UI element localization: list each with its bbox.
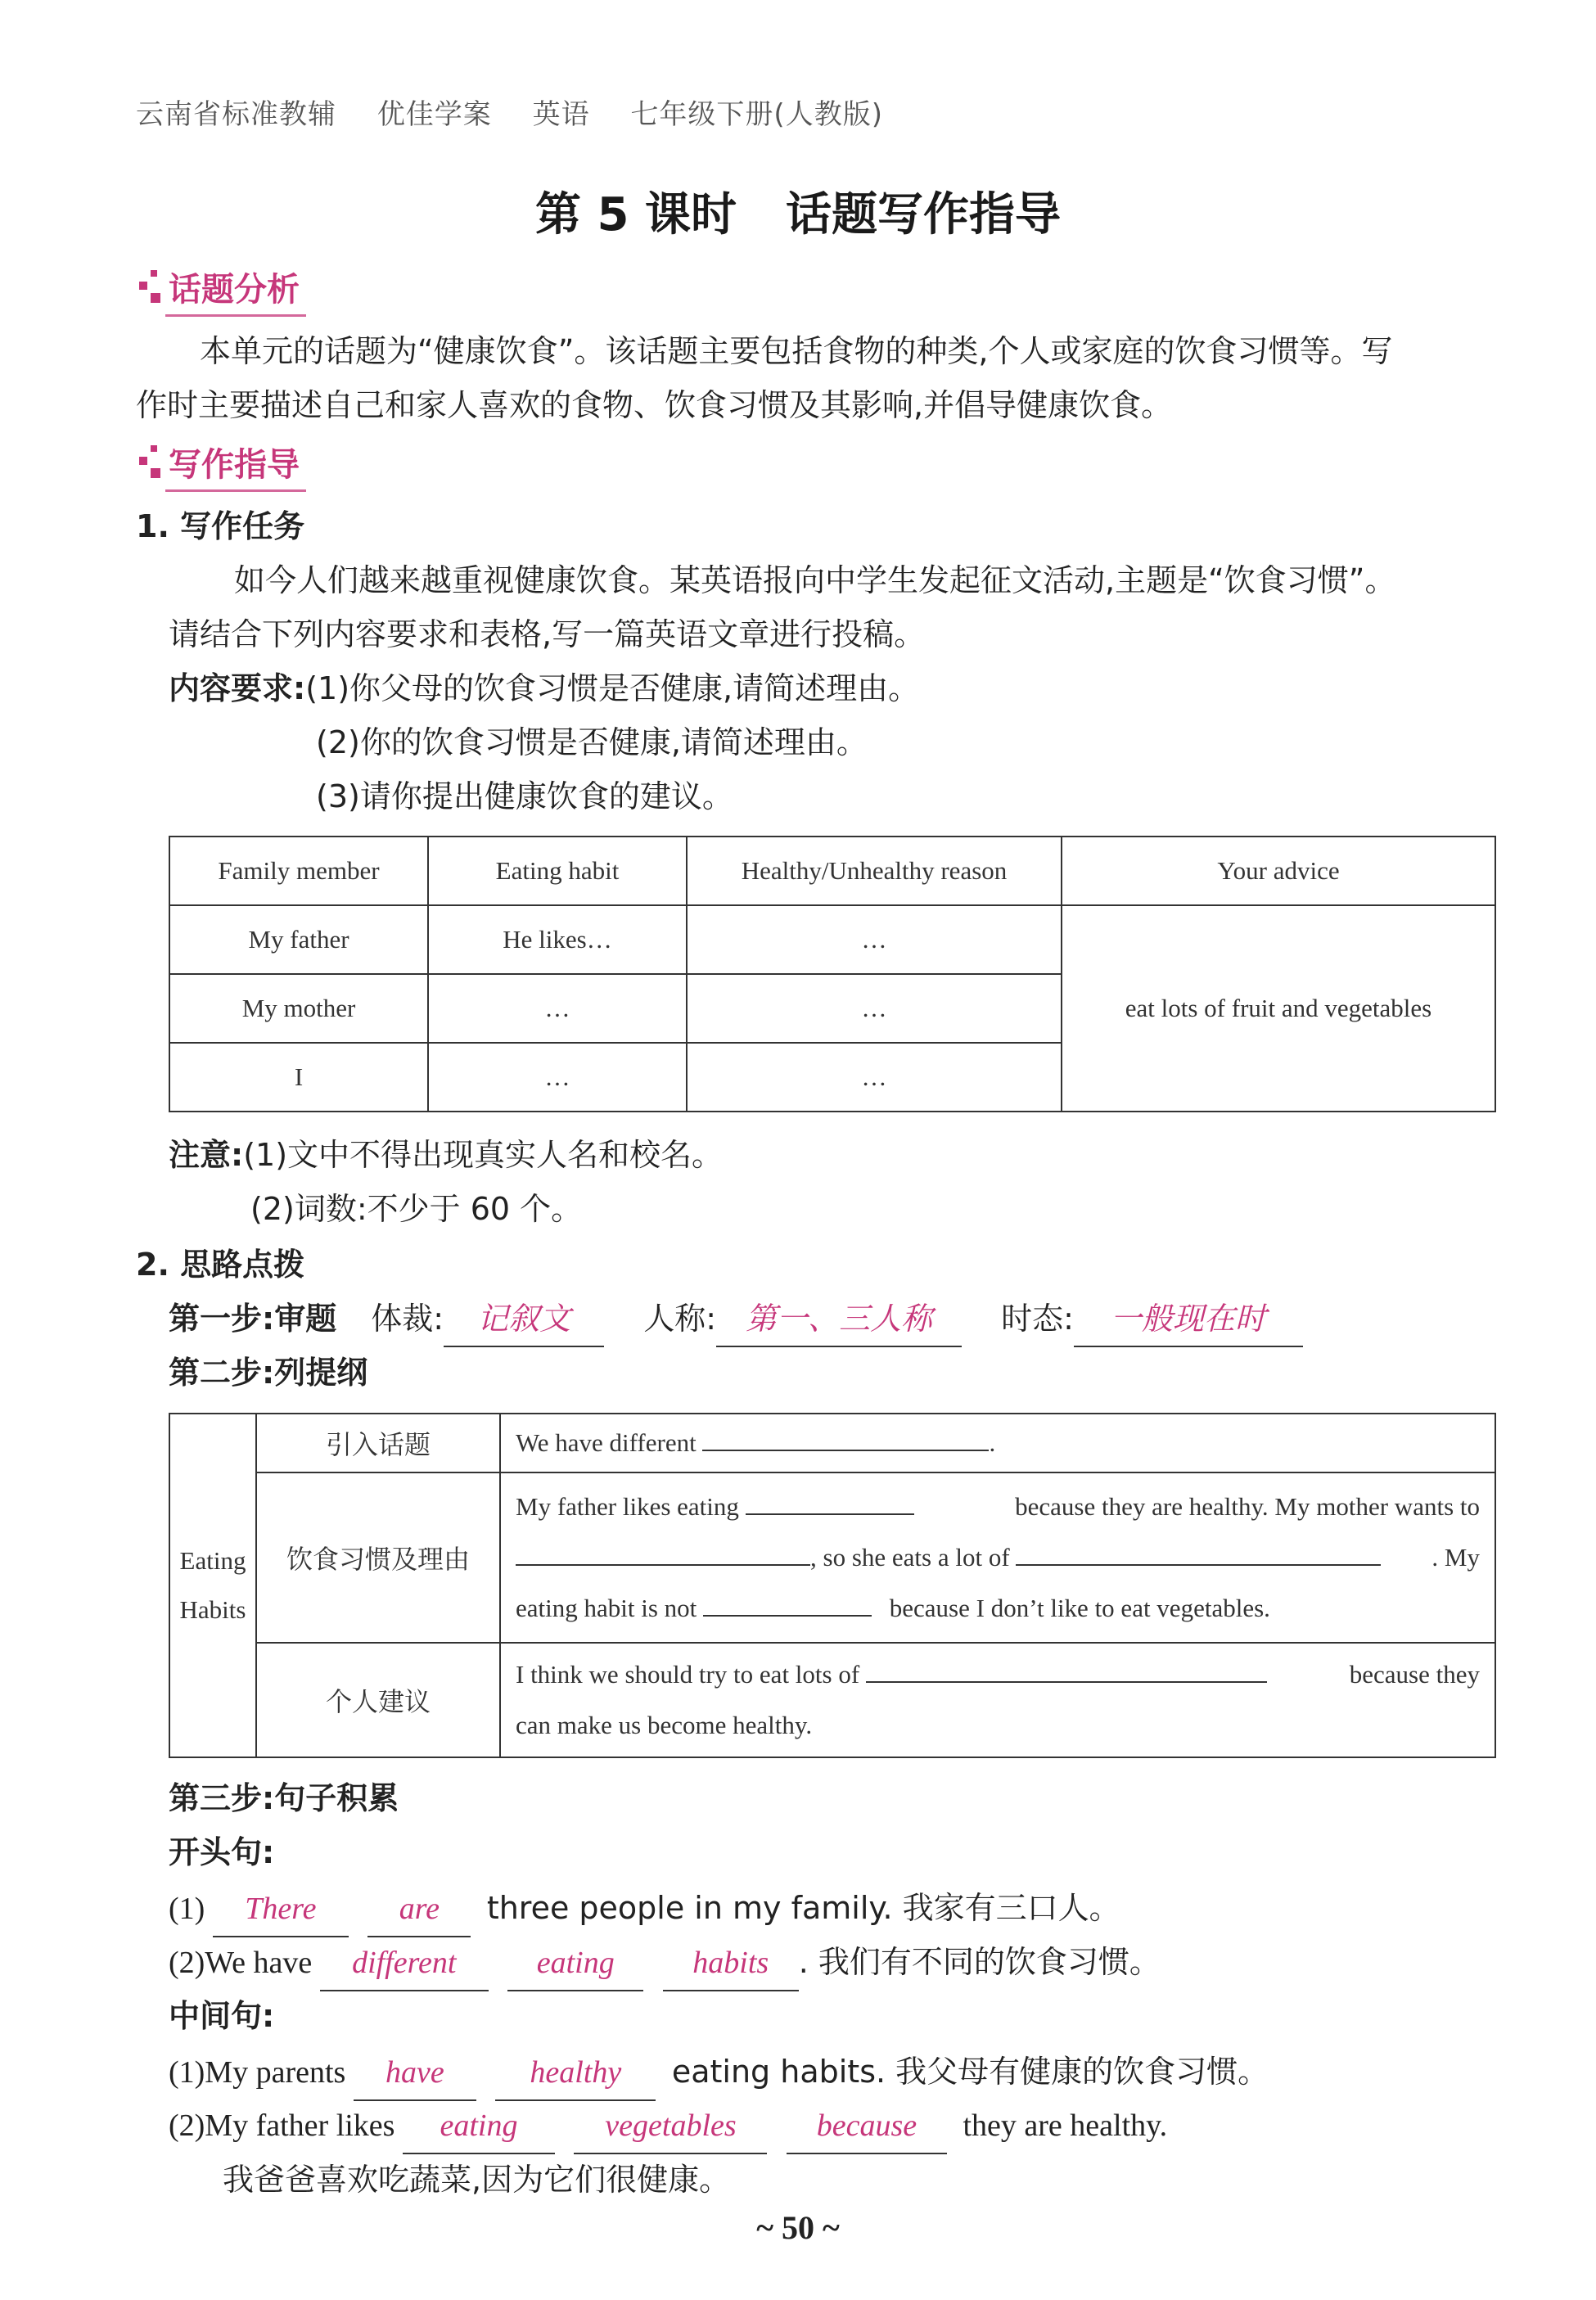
section-heading-writing-guide: 写作指导: [169, 439, 300, 485]
step2-label: 第二步:列提纲: [169, 1355, 368, 1391]
topic-para-line-1: 本单元的话题为“健康饮食”。该话题主要包括食物的种类,个人或家庭的饮食习惯等。写: [200, 333, 1393, 369]
table-header-cell: Your advice: [1062, 837, 1495, 905]
answer-blank: because: [787, 2099, 947, 2154]
header-grade: 七年级下册(人教版): [630, 98, 883, 131]
step1-line: [169, 1292, 1303, 1347]
outline-left-label: Eating Habits: [169, 1414, 256, 1757]
running-header: [136, 92, 914, 132]
genre-answer: 记叙文: [444, 1292, 604, 1347]
tense-answer: 一般现在时: [1074, 1292, 1303, 1347]
header-series-sub: 优佳学案: [376, 98, 492, 131]
task-table: [169, 836, 1496, 1112]
requirement-label: 内容要求:: [169, 670, 306, 706]
section-marker-icon: [139, 270, 164, 303]
opening-label: 开头句:: [169, 1834, 275, 1870]
opening-sentence-1: (1) There are three people in my family. 我家有三口人。: [169, 1881, 1120, 1937]
outline-row: [169, 1643, 1495, 1757]
table-header-cell: Family member: [169, 837, 428, 905]
title-topic: 话题写作指导: [785, 188, 1061, 241]
task-title: 1. 写作任务: [136, 508, 305, 544]
requirement-line-2: (2)你的饮食习惯是否健康,请简述理由。: [316, 724, 868, 760]
table-cell: …: [687, 974, 1062, 1043]
tense-label: 时态:: [1001, 1301, 1074, 1337]
middle-sentence-2: (2)My father likes eating vegetables because they are healthy.: [169, 2099, 1167, 2154]
task-para-line-2: 请结合下列内容要求和表格,写一篇英语文章进行投稿。: [169, 616, 926, 652]
header-series: 云南省标准教辅: [136, 98, 336, 131]
requirement-line-3: (3)请你提出健康饮食的建议。: [316, 778, 733, 814]
table-cell: My mother: [169, 974, 428, 1043]
section-marker-icon: [139, 445, 164, 478]
outline-row: [169, 1472, 1495, 1643]
outline-row: [169, 1414, 1495, 1472]
table-cell: …: [428, 1043, 687, 1112]
answer-blank: vegetables: [574, 2099, 767, 2154]
answer-blank: are: [367, 1882, 471, 1937]
step1-label: 第一步:审题: [169, 1301, 337, 1337]
table-cell: …: [687, 905, 1062, 974]
requirement-line-1: 内容要求:(1)你父母的饮食习惯是否健康,请简述理由。: [169, 670, 920, 706]
page-number: ~ 50 ~: [756, 2209, 840, 2246]
person-answer: 第一、三人称: [716, 1292, 962, 1347]
table-cell: …: [428, 974, 687, 1043]
header-subject: 英语: [532, 98, 590, 131]
note-line-1: 注意:(1)文中不得出现真实人名和校名。: [169, 1137, 724, 1173]
outline-table: [169, 1413, 1496, 1758]
middle-sentence-2-translation: 我爸爸喜欢吃蔬菜,因为它们很健康。: [223, 2162, 731, 2198]
section-heading-topic-analysis: 话题分析: [169, 264, 300, 310]
note-label: 注意:: [169, 1137, 244, 1173]
step3-label: 第三步:句子积累: [169, 1780, 399, 1816]
thinking-title: 2. 思路点拨: [136, 1247, 305, 1283]
outline-row-text: My father likes eating because they are healthy. My mother wants to , so she eats a lot of . My eating habit is not because I don’t like to eat vegetables.: [500, 1472, 1495, 1643]
middle-sentence-1: (1)My parents have healthy eating habits. 我父母有健康的饮食习惯。: [169, 2045, 1269, 2101]
table-header-row: [169, 837, 1495, 905]
outline-row-label: 个人建议: [256, 1643, 500, 1757]
table-cell: He likes…: [428, 905, 687, 974]
outline-row-text: I think we should try to eat lots of because they can make us become healthy.: [500, 1643, 1495, 1757]
table-header-cell: Eating habit: [428, 837, 687, 905]
topic-para-line-2: 作时主要描述自己和家人喜欢的食物、饮食习惯及其影响,并倡导健康饮食。: [136, 387, 1173, 423]
answer-blank: eating: [507, 1936, 643, 1991]
answer-blank: have: [354, 2045, 476, 2101]
table-header-cell: Healthy/Unhealthy reason: [687, 837, 1062, 905]
person-label: 人称:: [643, 1301, 717, 1337]
opening-sentence-2: (2)We have different eating habits . 我们有不同的饮食习惯。: [169, 1935, 1161, 1991]
table-row: [169, 905, 1495, 974]
table-cell: …: [687, 1043, 1062, 1112]
note-line-2: (2)词数:不少于 60 个。: [250, 1191, 583, 1227]
answer-blank: healthy: [495, 2045, 656, 2101]
middle-label: 中间句:: [169, 1998, 275, 2034]
table-cell: I: [169, 1043, 428, 1112]
outline-row-label: 引入话题: [256, 1414, 500, 1472]
answer-blank: There: [213, 1882, 349, 1937]
page-title: [0, 178, 1596, 244]
outline-row-label: 饮食习惯及理由: [256, 1472, 500, 1643]
table-cell: My father: [169, 905, 428, 974]
answer-blank: eating: [403, 2099, 555, 2154]
outline-row-text: We have different .: [500, 1414, 1495, 1472]
answer-blank: habits: [663, 1936, 799, 1991]
answer-blank: different: [320, 1936, 489, 1991]
title-lesson: 第 5 课时: [535, 188, 737, 241]
task-para-line-1: 如今人们越来越重视健康饮食。某英语报向中学生发起征文活动,主题是“饮食习惯”。: [234, 562, 1396, 598]
genre-label: 体裁:: [371, 1301, 444, 1337]
advice-cell: eat lots of fruit and vegetables: [1062, 905, 1495, 1112]
